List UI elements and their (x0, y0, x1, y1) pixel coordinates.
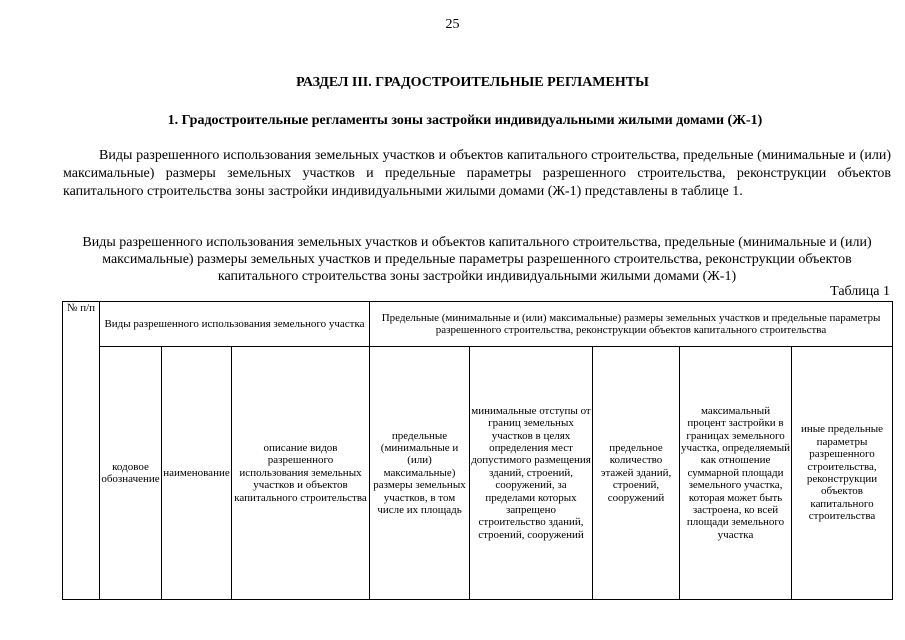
subheader-floors: предельное количество этажей зданий, строений, сооружений (593, 347, 680, 600)
intro-paragraph: Виды разрешенного использования земельных участков и объектов капитального строительства, предельные (минимальные и (или) максимальные) размеры земельных участков и предельные параметры разрешенного строительства, реконструкции объектов капитального строительства зоны застройки индивидуальными жилыми домами (Ж-1) представлены в таблице 1. (63, 148, 891, 199)
subheader-other-params: иные предельные параметры разрешенного строительства, реконструкции объектов капитального строительства (792, 347, 893, 600)
section-title: РАЗДЕЛ III. ГРАДОСТРОИТЕЛЬНЫЕ РЕГЛАМЕНТЫ (296, 75, 649, 90)
table-label: Таблица 1 (830, 284, 890, 299)
table-header-row (63, 302, 893, 347)
subheader-build-percent: максимальный процент застройки в границах земельного участка, определяемый как отношение суммарной площади земельного участка, которая может быть застроена, ко всей площади земельного участка (680, 347, 792, 600)
header-permitted-use: Виды разрешенного использования земельного участка (100, 302, 370, 347)
header-number: № п/п (63, 302, 100, 600)
table-subheader-row (63, 347, 893, 600)
subheader-description: описание видов разрешенного использования земельных участков и объектов капитального строительства (232, 347, 370, 600)
subheader-name: наименование (162, 347, 232, 600)
subheader-code: кодовое обозначение (100, 347, 162, 600)
page-number: 25 (445, 17, 460, 32)
table-caption: Виды разрешенного использования земельных участков и объектов капитального строительства, предельные (минимальные и (или) максимальные) размеры земельных участков и предельные параметры разрешенного строительства, реконструкции объектов капитального строительства зоны застройки индивидуальными жилыми домами (Ж-1) (82, 235, 872, 284)
regulations-table (62, 301, 893, 600)
subheader-plot-sizes: предельные (минимальные и (или) максимальные) размеры земельных участков, в том числе их площадь (370, 347, 470, 600)
subheader-setbacks: минимальные отступы от границ земельных участков в целях определения мест допустимого размещения зданий, строений, сооружений, за пределами которых запрещено строительство зданий, строений, сооружений (470, 347, 593, 600)
subsection-title: 1. Градостроительные регламенты зоны застройки индивидуальными жилыми домами (Ж-1) (167, 113, 763, 128)
header-limit-parameters: Предельные (минимальные и (или) максимальные) размеры земельных участков и предельные параметры разрешенного строительства, реконструкции объектов капитального строительства (370, 302, 893, 347)
